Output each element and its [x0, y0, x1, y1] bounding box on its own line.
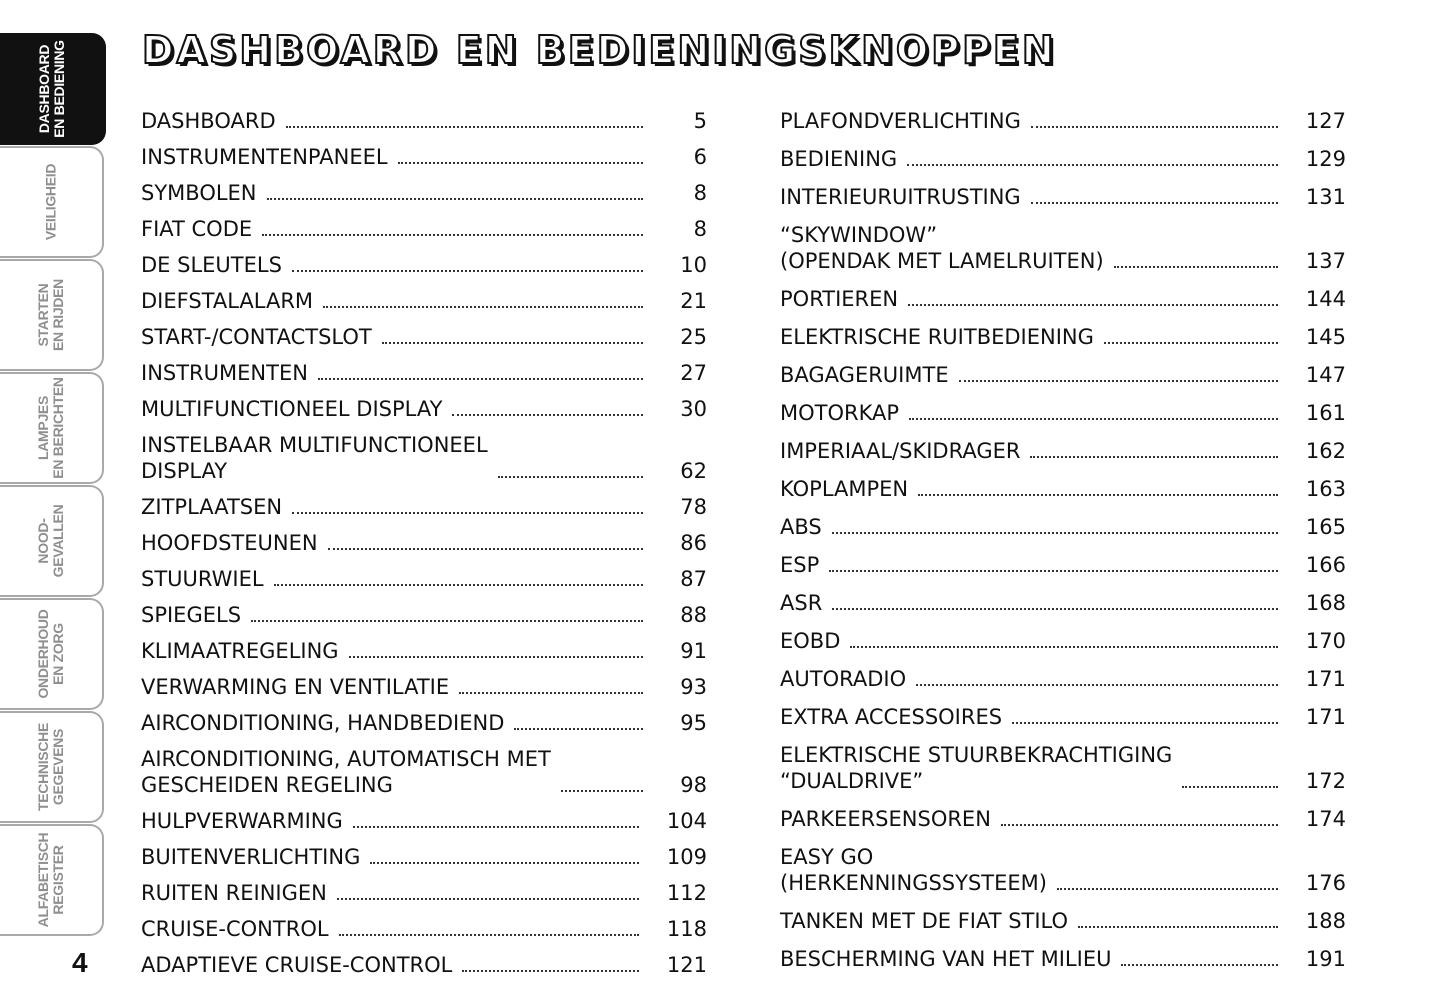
toc-entry-title: EOBD — [780, 629, 841, 653]
toc-entry-title: TANKEN MET DE FIAT STILO — [780, 909, 1069, 933]
toc-entry-page: 25 — [680, 325, 707, 349]
dot-leader — [829, 570, 1278, 572]
toc-entry[interactable] — [141, 602, 707, 628]
toc-entry-page: 27 — [680, 361, 707, 385]
toc-entry-page: 78 — [680, 495, 707, 519]
toc-entry[interactable] — [780, 946, 1346, 972]
dot-leader — [262, 234, 643, 236]
toc-entry-page: 87 — [680, 567, 707, 591]
toc-entry-page: 62 — [680, 459, 707, 483]
dot-leader — [1182, 786, 1278, 788]
toc-entry-title: STUURWIEL — [141, 567, 264, 591]
toc-entry[interactable] — [141, 432, 707, 484]
toc-entry-title: ZITPLAATSEN — [141, 495, 283, 519]
toc-entry-page: 171 — [1305, 705, 1346, 729]
toc-entry[interactable] — [141, 216, 707, 242]
toc-entry[interactable] — [780, 742, 1346, 794]
toc-entry[interactable] — [141, 566, 707, 592]
toc-entry-page: 95 — [680, 711, 707, 735]
dot-leader — [286, 126, 643, 128]
toc-entry[interactable] — [141, 880, 707, 906]
toc-entry-page: 129 — [1305, 147, 1346, 171]
dot-leader — [292, 270, 643, 272]
toc-entry-title: ESP — [780, 553, 820, 577]
toc-entry-title: ELEKTRISCHE STUURBEKRACHTIGING “DUALDRIVE” — [780, 743, 1173, 793]
toc-right-column — [780, 108, 1346, 984]
page-number: 4 — [72, 947, 88, 978]
dot-leader — [462, 970, 639, 972]
toc-entry[interactable] — [141, 180, 707, 206]
toc-entry[interactable] — [780, 324, 1346, 350]
dot-leader — [251, 620, 643, 622]
toc-entry[interactable] — [780, 806, 1346, 832]
tab-onderhoud-en-zorg[interactable] — [0, 598, 104, 710]
toc-entry-title: FIAT CODE — [141, 217, 253, 241]
toc-entry[interactable] — [780, 628, 1346, 654]
dot-leader — [459, 692, 643, 694]
toc-entry-page: 147 — [1305, 363, 1346, 387]
dot-leader — [318, 378, 643, 380]
toc-entry-title: DIEFSTALALARM — [141, 289, 314, 313]
toc-entry-page: 8 — [693, 181, 707, 205]
toc-entry-title: EASY GO (HERKENNINGSSYSTEEM) — [780, 845, 1047, 895]
toc-entry-page: 161 — [1305, 401, 1346, 425]
toc-entry[interactable] — [780, 514, 1346, 540]
dot-leader — [1031, 126, 1278, 128]
toc-entry-page: 176 — [1305, 871, 1346, 895]
tab-label: TECHNISCHE GEGEVENS — [35, 722, 66, 812]
toc-entry-title: PARKEERSENSOREN — [780, 807, 991, 831]
toc-entry-title: BAGAGERUIMTE — [780, 363, 949, 387]
dot-leader — [561, 790, 643, 792]
toc-entry-title: KLIMAATREGELING — [141, 639, 339, 663]
toc-entry[interactable] — [141, 530, 707, 556]
toc-entry-title: CRUISE-CONTROL — [141, 917, 329, 941]
dot-leader — [498, 476, 643, 478]
toc-entry-page: 191 — [1305, 947, 1346, 971]
dot-leader — [267, 198, 643, 200]
toc-entry[interactable] — [780, 362, 1346, 388]
toc-entry-title: ASR — [780, 591, 823, 615]
toc-entry[interactable] — [141, 324, 707, 350]
toc-entry[interactable] — [780, 590, 1346, 616]
toc-entry[interactable] — [780, 184, 1346, 210]
toc-entry-title: PLAFONDVERLICHTING — [780, 109, 1021, 133]
toc-entry-title: DASHBOARD — [141, 109, 276, 133]
dot-leader — [832, 608, 1278, 610]
toc-entry-title: ABS — [780, 515, 822, 539]
toc-entry[interactable] — [141, 952, 707, 978]
dot-leader — [907, 164, 1278, 166]
toc-entry-title: EXTRA ACCESSOIRES — [780, 705, 1003, 729]
toc-entry[interactable] — [780, 666, 1346, 692]
toc-entry-title: HULPVERWARMING — [141, 809, 343, 833]
toc-entry-title: PORTIEREN — [780, 287, 899, 311]
toc-entry-page: 112 — [666, 881, 707, 905]
toc-entry-title: HOOFDSTEUNEN — [141, 531, 318, 555]
toc-entry-page: 121 — [666, 953, 707, 977]
tab-dashboard-en-bediening[interactable] — [0, 33, 106, 145]
toc-entry-page: 166 — [1305, 553, 1346, 577]
toc-entry[interactable] — [780, 908, 1346, 934]
tab-veiligheid[interactable] — [0, 146, 104, 258]
toc-entry-page: 30 — [680, 397, 707, 421]
dot-leader — [1104, 342, 1278, 344]
dot-leader — [1057, 888, 1278, 890]
toc-entry[interactable] — [141, 144, 707, 170]
dot-leader — [832, 532, 1278, 534]
toc-entry[interactable] — [780, 400, 1346, 426]
dot-leader — [959, 380, 1278, 382]
toc-entry-title: VERWARMING EN VENTILATIE — [141, 675, 450, 699]
toc-entry-page: 170 — [1305, 629, 1346, 653]
tab-label: STARTEN EN RIJDEN — [35, 279, 66, 351]
toc-entry[interactable] — [780, 704, 1346, 730]
toc-entry[interactable] — [780, 286, 1346, 312]
toc-entry-title: RUITEN REINIGEN — [141, 881, 327, 905]
toc-entry-page: 118 — [666, 917, 707, 941]
page-title: DASHBOARD EN BEDIENINGSKNOPPEN — [142, 28, 1057, 72]
toc-entry-page: 188 — [1305, 909, 1346, 933]
tab-alfabetisch-register[interactable] — [0, 824, 104, 936]
dot-leader — [349, 656, 643, 658]
dot-leader — [1001, 824, 1278, 826]
toc-entry[interactable] — [141, 288, 707, 314]
toc-entry-page: 86 — [680, 531, 707, 555]
toc-entry-title: BEDIENING — [780, 147, 898, 171]
toc-entry-page: 6 — [693, 145, 707, 169]
toc-entry-page: 165 — [1305, 515, 1346, 539]
tab-label: VEILIGHEID — [42, 163, 59, 241]
toc-entry-title: KOPLAMPEN — [780, 477, 909, 501]
dot-leader — [274, 584, 643, 586]
dot-leader — [323, 306, 643, 308]
tab-label: DASHBOARD EN BEDIENING — [36, 40, 67, 138]
toc-entry-page: 162 — [1305, 439, 1346, 463]
dot-leader — [918, 494, 1278, 496]
toc-entry-title: MOTORKAP — [780, 401, 900, 425]
tab-label: LAMPJES EN BERICHTEN — [35, 377, 66, 479]
toc-entry[interactable] — [141, 108, 707, 134]
toc-entry[interactable] — [141, 494, 707, 520]
toc-entry-title: SYMBOLEN — [141, 181, 257, 205]
toc-entry-page: 88 — [680, 603, 707, 627]
toc-entry-page: 104 — [666, 809, 707, 833]
toc-entry-title: AUTORADIO — [780, 667, 907, 691]
toc-entry-page: 109 — [666, 845, 707, 869]
toc-entry-title: SPIEGELS — [141, 603, 242, 627]
dot-leader — [514, 728, 643, 730]
toc-entry-title: BUITENVERLICHTING — [141, 845, 361, 869]
toc-entry-page: 127 — [1305, 109, 1346, 133]
dot-leader — [1114, 266, 1278, 268]
dot-leader — [1031, 202, 1278, 204]
toc-entry-page: 144 — [1305, 287, 1346, 311]
toc-entry[interactable] — [141, 916, 707, 942]
toc-entry-page: 163 — [1305, 477, 1346, 501]
toc-entry-page: 145 — [1305, 325, 1346, 349]
toc-entry[interactable] — [141, 710, 707, 736]
toc-entry-title: INSTELBAAR MULTIFUNCTIONEEL DISPLAY — [141, 433, 488, 483]
dot-leader — [908, 304, 1278, 306]
toc-entry-title: ADAPTIEVE CRUISE-CONTROL — [141, 953, 453, 977]
toc-entry[interactable] — [141, 638, 707, 664]
tab-technische-gegevens[interactable] — [0, 711, 104, 823]
toc-entry-page: 93 — [680, 675, 707, 699]
toc-entry-title: ELEKTRISCHE RUITBEDIENING — [780, 325, 1094, 349]
toc-entry[interactable] — [780, 222, 1346, 274]
toc-entry-title: DE SLEUTELS — [141, 253, 282, 277]
tab-lampjes-en-berichten[interactable] — [0, 372, 104, 484]
toc-entry-title: “SKYWINDOW” (OPENDAK MET LAMELRUITEN) — [780, 223, 1104, 273]
toc-entry-title: AIRCONDITIONING, HANDBEDIEND — [141, 711, 505, 735]
toc-entry-title: START-/CONTACTSLOT — [141, 325, 372, 349]
toc-entry[interactable] — [141, 746, 707, 798]
dot-leader — [916, 684, 1278, 686]
toc-entry-page: 91 — [680, 639, 707, 663]
toc-entry-page: 98 — [680, 773, 707, 797]
toc-entry-page: 174 — [1305, 807, 1346, 831]
toc-entry-title: IMPERIAAL/SKIDRAGER — [780, 439, 1021, 463]
toc-entry-page: 137 — [1305, 249, 1346, 273]
toc-left-column — [141, 108, 707, 988]
toc-entry[interactable] — [780, 438, 1346, 464]
dot-leader — [337, 898, 639, 900]
dot-leader — [370, 862, 639, 864]
dot-leader — [1078, 926, 1278, 928]
section-tabs — [0, 33, 108, 937]
toc-entry[interactable] — [141, 808, 707, 834]
toc-entry[interactable] — [780, 552, 1346, 578]
toc-entry[interactable] — [780, 146, 1346, 172]
toc-entry-page: 172 — [1305, 769, 1346, 793]
dot-leader — [292, 512, 643, 514]
dot-leader — [1030, 456, 1277, 458]
dot-leader — [1121, 964, 1277, 966]
toc-entry[interactable] — [141, 360, 707, 386]
dot-leader — [1012, 722, 1278, 724]
toc-entry-title: INSTRUMENTEN — [141, 361, 308, 385]
toc-entry-title: MULTIFUNCTIONEEL DISPLAY — [141, 397, 443, 421]
toc-entry[interactable] — [780, 476, 1346, 502]
tab-label: ONDERHOUD EN ZORG — [35, 609, 66, 699]
toc-entry-page: 168 — [1305, 591, 1346, 615]
toc-entry-page: 10 — [680, 253, 707, 277]
tab-noodgevallen[interactable] — [0, 485, 104, 597]
toc-entry[interactable] — [141, 844, 707, 870]
toc-entry[interactable] — [141, 674, 707, 700]
toc-entry-page: 5 — [693, 109, 707, 133]
dot-leader — [850, 646, 1278, 648]
toc-entry-title: AIRCONDITIONING, AUTOMATISCH MET GESCHEIDEN REGELING — [141, 747, 551, 797]
tab-label: ALFABETISCH REGISTER — [35, 832, 66, 928]
toc-entry-title: BESCHERMING VAN HET MILIEU — [780, 947, 1112, 971]
dot-leader — [328, 548, 643, 550]
toc-entry-page: 8 — [693, 217, 707, 241]
dot-leader — [339, 934, 639, 936]
toc-entry[interactable] — [141, 396, 707, 422]
toc-entry-title: INSTRUMENTENPANEEL — [141, 145, 388, 169]
dot-leader — [909, 418, 1278, 420]
tab-starten-en-rijden[interactable] — [0, 259, 104, 371]
toc-entry[interactable] — [780, 844, 1346, 896]
toc-entry[interactable] — [780, 108, 1346, 134]
toc-entry[interactable] — [141, 252, 707, 278]
toc-entry-title: INTERIEURUITRUSTING — [780, 185, 1021, 209]
dot-leader — [452, 414, 643, 416]
toc-entry-page: 131 — [1305, 185, 1346, 209]
dot-leader — [382, 342, 643, 344]
dot-leader — [398, 162, 643, 164]
dot-leader — [353, 826, 639, 828]
tab-label: NOOD- GEVALLEN — [35, 504, 66, 578]
toc-entry-page: 21 — [680, 289, 707, 313]
toc-entry-page: 171 — [1305, 667, 1346, 691]
